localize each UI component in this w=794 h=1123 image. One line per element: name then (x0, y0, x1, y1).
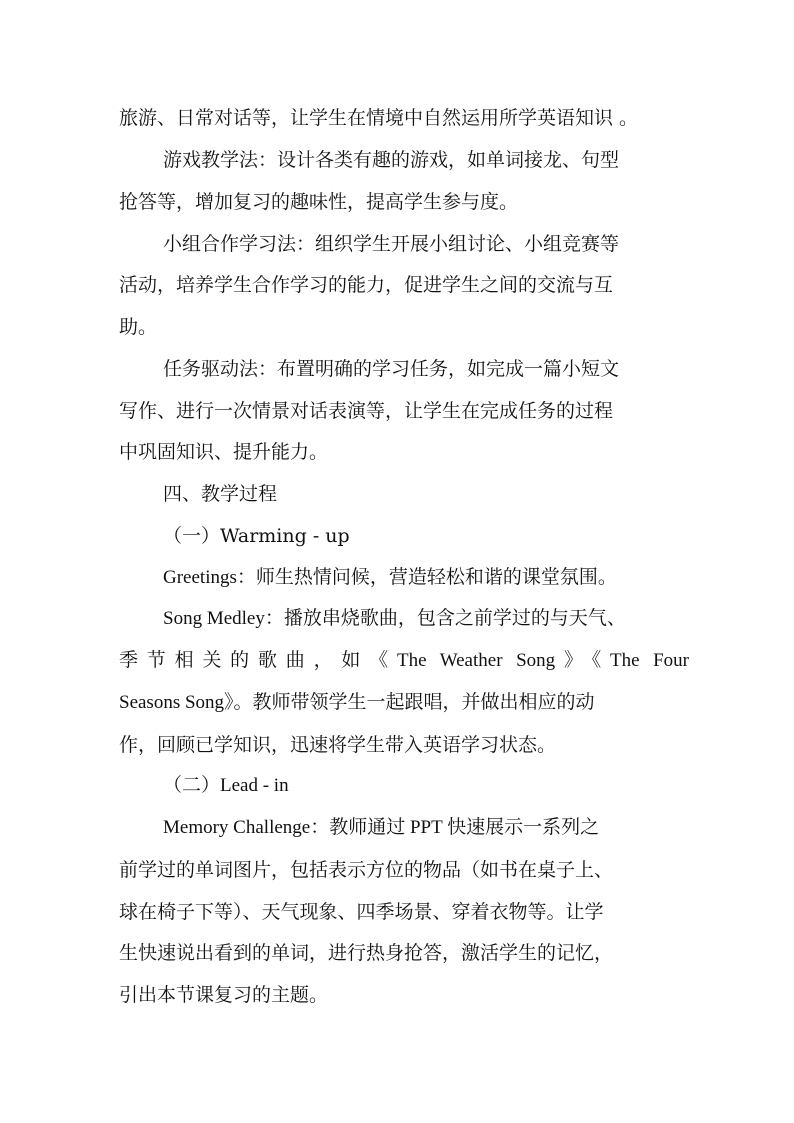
paragraph-line: 球在椅子下等）、天气现象、四季场景、穿着衣物等。让学 (119, 901, 604, 923)
paragraph-line: Seasons Song》。教师带领学生一起跟唱，并做出相应的动 (119, 692, 595, 713)
subsection-heading: （二）Lead - in (163, 775, 289, 796)
paragraph-line: 游戏教学法：设计各类有趣的游戏，如单词接龙、句型 (163, 149, 620, 171)
paragraph-line: Greetings：师生热情问候，营造轻松和谐的课堂氛围。 (163, 567, 617, 588)
paragraph-line: 引出本节课复习的主题。 (119, 984, 329, 1006)
paragraph-line: 抢答等，增加复习的趣味性，提高学生参与度。 (119, 191, 519, 213)
paragraph-line: 旅游、日常对话等，让学生在情境中自然运用所学英语知识 。 (119, 107, 639, 129)
paragraph-line: Memory Challenge：教师通过 PPT 快速展示一系列之 (163, 817, 600, 838)
paragraph-line: 季节相关的歌曲，如《The Weather Song》《The Four (119, 650, 689, 671)
paragraph-line: 中巩固知识、提升能力。 (119, 441, 329, 463)
paragraph-line: 写作、进行一次情景对话表演等，让学生在完成任务的过程 (119, 400, 614, 422)
paragraph-line: 作，回顾已学知识，迅速将学生带入英语学习状态。 (119, 734, 557, 756)
paragraph-line: Song Medley：播放串烧歌曲，包含之前学过的与天气、 (163, 608, 626, 629)
paragraph-line: 前学过的单词图片，包括表示方位的物品（如书在桌子上、 (119, 859, 614, 881)
paragraph-line: 助。 (119, 316, 158, 338)
paragraph-line: 生快速说出看到的单词，进行热身抢答，激活学生的记忆， (119, 942, 614, 964)
paragraph-line: 小组合作学习法：组织学生开展小组讨论、小组竞赛等 (163, 233, 620, 255)
paragraph-line: 活动，培养学生合作学习的能力，促进学生之间的交流与互 (119, 274, 614, 296)
paragraph-line: 任务驱动法：布置明确的学习任务，如完成一篇小短文 (163, 358, 620, 380)
subsection-heading: （一）Warming - up (163, 525, 350, 547)
section-heading: 四、教学过程 (163, 483, 278, 505)
